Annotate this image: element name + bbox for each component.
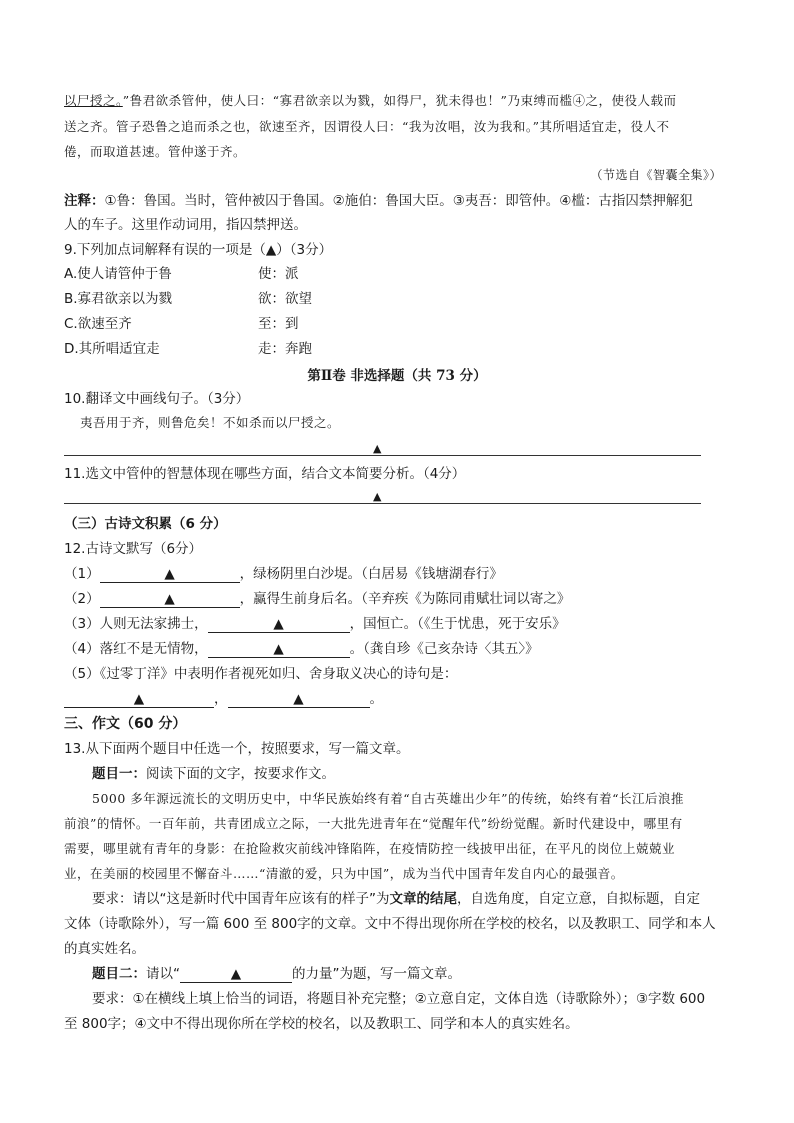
q12-blank-1[interactable]: ▲ xyxy=(100,566,240,583)
q9-option-d-gloss: 走：奔跑 xyxy=(258,341,312,357)
q12-blank-2[interactable]: ▲ xyxy=(100,591,240,608)
underlined-sentence-end: 以尸授之。 xyxy=(64,93,123,108)
q9-stem: 9.下列加点词解释有误的一项是（▲）（3分） xyxy=(64,242,333,258)
q11-answer-line[interactable] xyxy=(64,503,701,504)
topic-1-text-line-4: 业，在美丽的校园里不懈奋斗……“清澈的爱，只为中国”，成为当代中国青年发自内心的最强音。 xyxy=(64,866,624,881)
part3-title: （三）古诗文积累（6 分） xyxy=(64,516,227,532)
composition-title: 三、作文（60 分） xyxy=(64,716,187,732)
q9-option-b: B.寡君欲亲以为戮 xyxy=(64,291,173,307)
q11-answer-mark: ▲ xyxy=(373,490,382,503)
passage-line-3: 倦，而取道甚速。管仲遂于齐。 xyxy=(64,144,247,159)
passage-line-1: 以尸授之。”鲁君欲杀管仲，使人曰：“寡君欲亲以为戮，如得尸，犹未得也！”乃束缚而槛④之，使役人载而 xyxy=(64,93,677,108)
q10-sentence: 夷吾用于齐，则鲁危矣！不如杀而以尸授之。 xyxy=(80,415,341,430)
topic-2-blank[interactable]: ▲ xyxy=(180,966,292,983)
q12-item-1: （1） ▲ ，绿杨阴里白沙堤。（白居易《钱塘湖春行》 xyxy=(64,566,503,582)
q12-blank-4[interactable]: ▲ xyxy=(208,641,350,658)
notes-line-1: 注释：①鲁：鲁国。当时，管仲被囚于鲁国。②施伯：鲁国大臣。③夷吾：即管仲。④槛：古指囚禁押解犯 xyxy=(64,193,693,209)
q12-blank-5b[interactable]: ▲ xyxy=(228,691,370,708)
q12-blank-5a[interactable]: ▲ xyxy=(64,691,214,708)
q12-item-5-blanks: ▲ ， ▲ 。 xyxy=(64,689,383,709)
q9-option-c-gloss: 至：到 xyxy=(258,316,299,332)
q11-stem: 11.选文中管仲的智慧体现在哪些方面，结合文本简要分析。（4分） xyxy=(64,466,466,482)
topic-2-requirements-line-2: 至 800字；④文中不得出现你所在学校的校名，以及教职工、同学和本人的真实姓名。 xyxy=(64,1016,579,1032)
topic-1-requirements-line-1: 要求：请以“这是新时代中国青年应该有的样子”为文章的结尾，自选角度，自定立意，自拟标题，自定 xyxy=(92,891,700,907)
q12-blank-3[interactable]: ▲ xyxy=(208,616,350,633)
q9-option-a-gloss: 使：派 xyxy=(258,266,299,282)
section-2-title: 第Ⅱ卷 非选择题（共 73 分） xyxy=(307,368,487,384)
topic-1-requirements-line-3: 的真实姓名。 xyxy=(64,941,145,957)
topic-1-intro: 题目一：阅读下面的文字，按要求作文。 xyxy=(92,766,335,782)
q10-answer-mark: ▲ xyxy=(373,442,382,455)
q12-item-5: （5）《过零丁洋》中表明作者视死如归、舍身取义决心的诗句是： xyxy=(64,666,458,682)
q10-stem: 10.翻译文中画线句子。（3分） xyxy=(64,391,250,407)
topic-2-title: 题目二：请以“ ▲ 的力量”为题，写一篇文章。 xyxy=(92,966,461,982)
q9-option-d: D.其所唱适宜走 xyxy=(64,341,160,357)
passage-line-2: 送之齐。管子恐鲁之追而杀之也，欲速至齐，因谓役人曰：“我为汝唱，汝为我和。”其所唱适宜走，役人不 xyxy=(64,119,670,134)
topic-2-requirements-line-1: 要求：①在横线上填上恰当的词语，将题目补充完整；②立意自定，文体自选（诗歌除外）；③字数 600 xyxy=(92,991,706,1007)
q9-option-c: C.欲速至齐 xyxy=(64,316,132,332)
q10-answer-line[interactable] xyxy=(64,455,701,456)
passage-source: （节选自《智囊全集》） xyxy=(590,168,722,182)
topic-1-text-line-1: 5000 多年源远流长的文明历史中，中华民族始终有着“自古英雄出少年”的传统，始终有着“长江后浪推 xyxy=(92,791,684,806)
notes-line-2: 人的车子。这里作动词用，指囚禁押送。 xyxy=(64,217,307,233)
q9-option-b-gloss: 欲：欲望 xyxy=(258,291,312,307)
topic-1-requirements-line-2: 文体（诗歌除外），写一篇 600 至 800字的文章。文中不得出现你所在学校的校名，以及教职工、同学和本人 xyxy=(64,916,716,932)
q9-option-a: A.使人请管仲于鲁 xyxy=(64,266,172,282)
q12-item-2: （2） ▲ ，赢得生前身后名。（辛弃疾《为陈同甫赋壮词以寄之》 xyxy=(64,591,571,607)
topic-1-text-line-2: 前浪”的情怀。一百年前，共青团成立之际，一大批先进青年在“觉醒年代”纷纷觉醒。新时代建设中，哪里有 xyxy=(64,816,683,831)
q12-stem: 12.古诗文默写（6分） xyxy=(64,541,203,557)
q13-stem: 13.从下面两个题目中任选一个，按照要求，写一篇文章。 xyxy=(64,741,410,757)
q12-item-4: （4）落红不是无情物， ▲ 。（龚自珍《己亥杂诗〈其五〉》 xyxy=(64,641,539,657)
q12-item-3: （3）人则无法家拂士， ▲ ，国恒亡。（《生于忧患，死于安乐》 xyxy=(64,616,566,632)
topic-1-text-line-3: 需要，哪里就有青年的身影：在抢险救灾前线冲锋陷阵，在疫情防控一线披甲出征，在平凡的岗位上兢兢业 xyxy=(64,841,676,856)
